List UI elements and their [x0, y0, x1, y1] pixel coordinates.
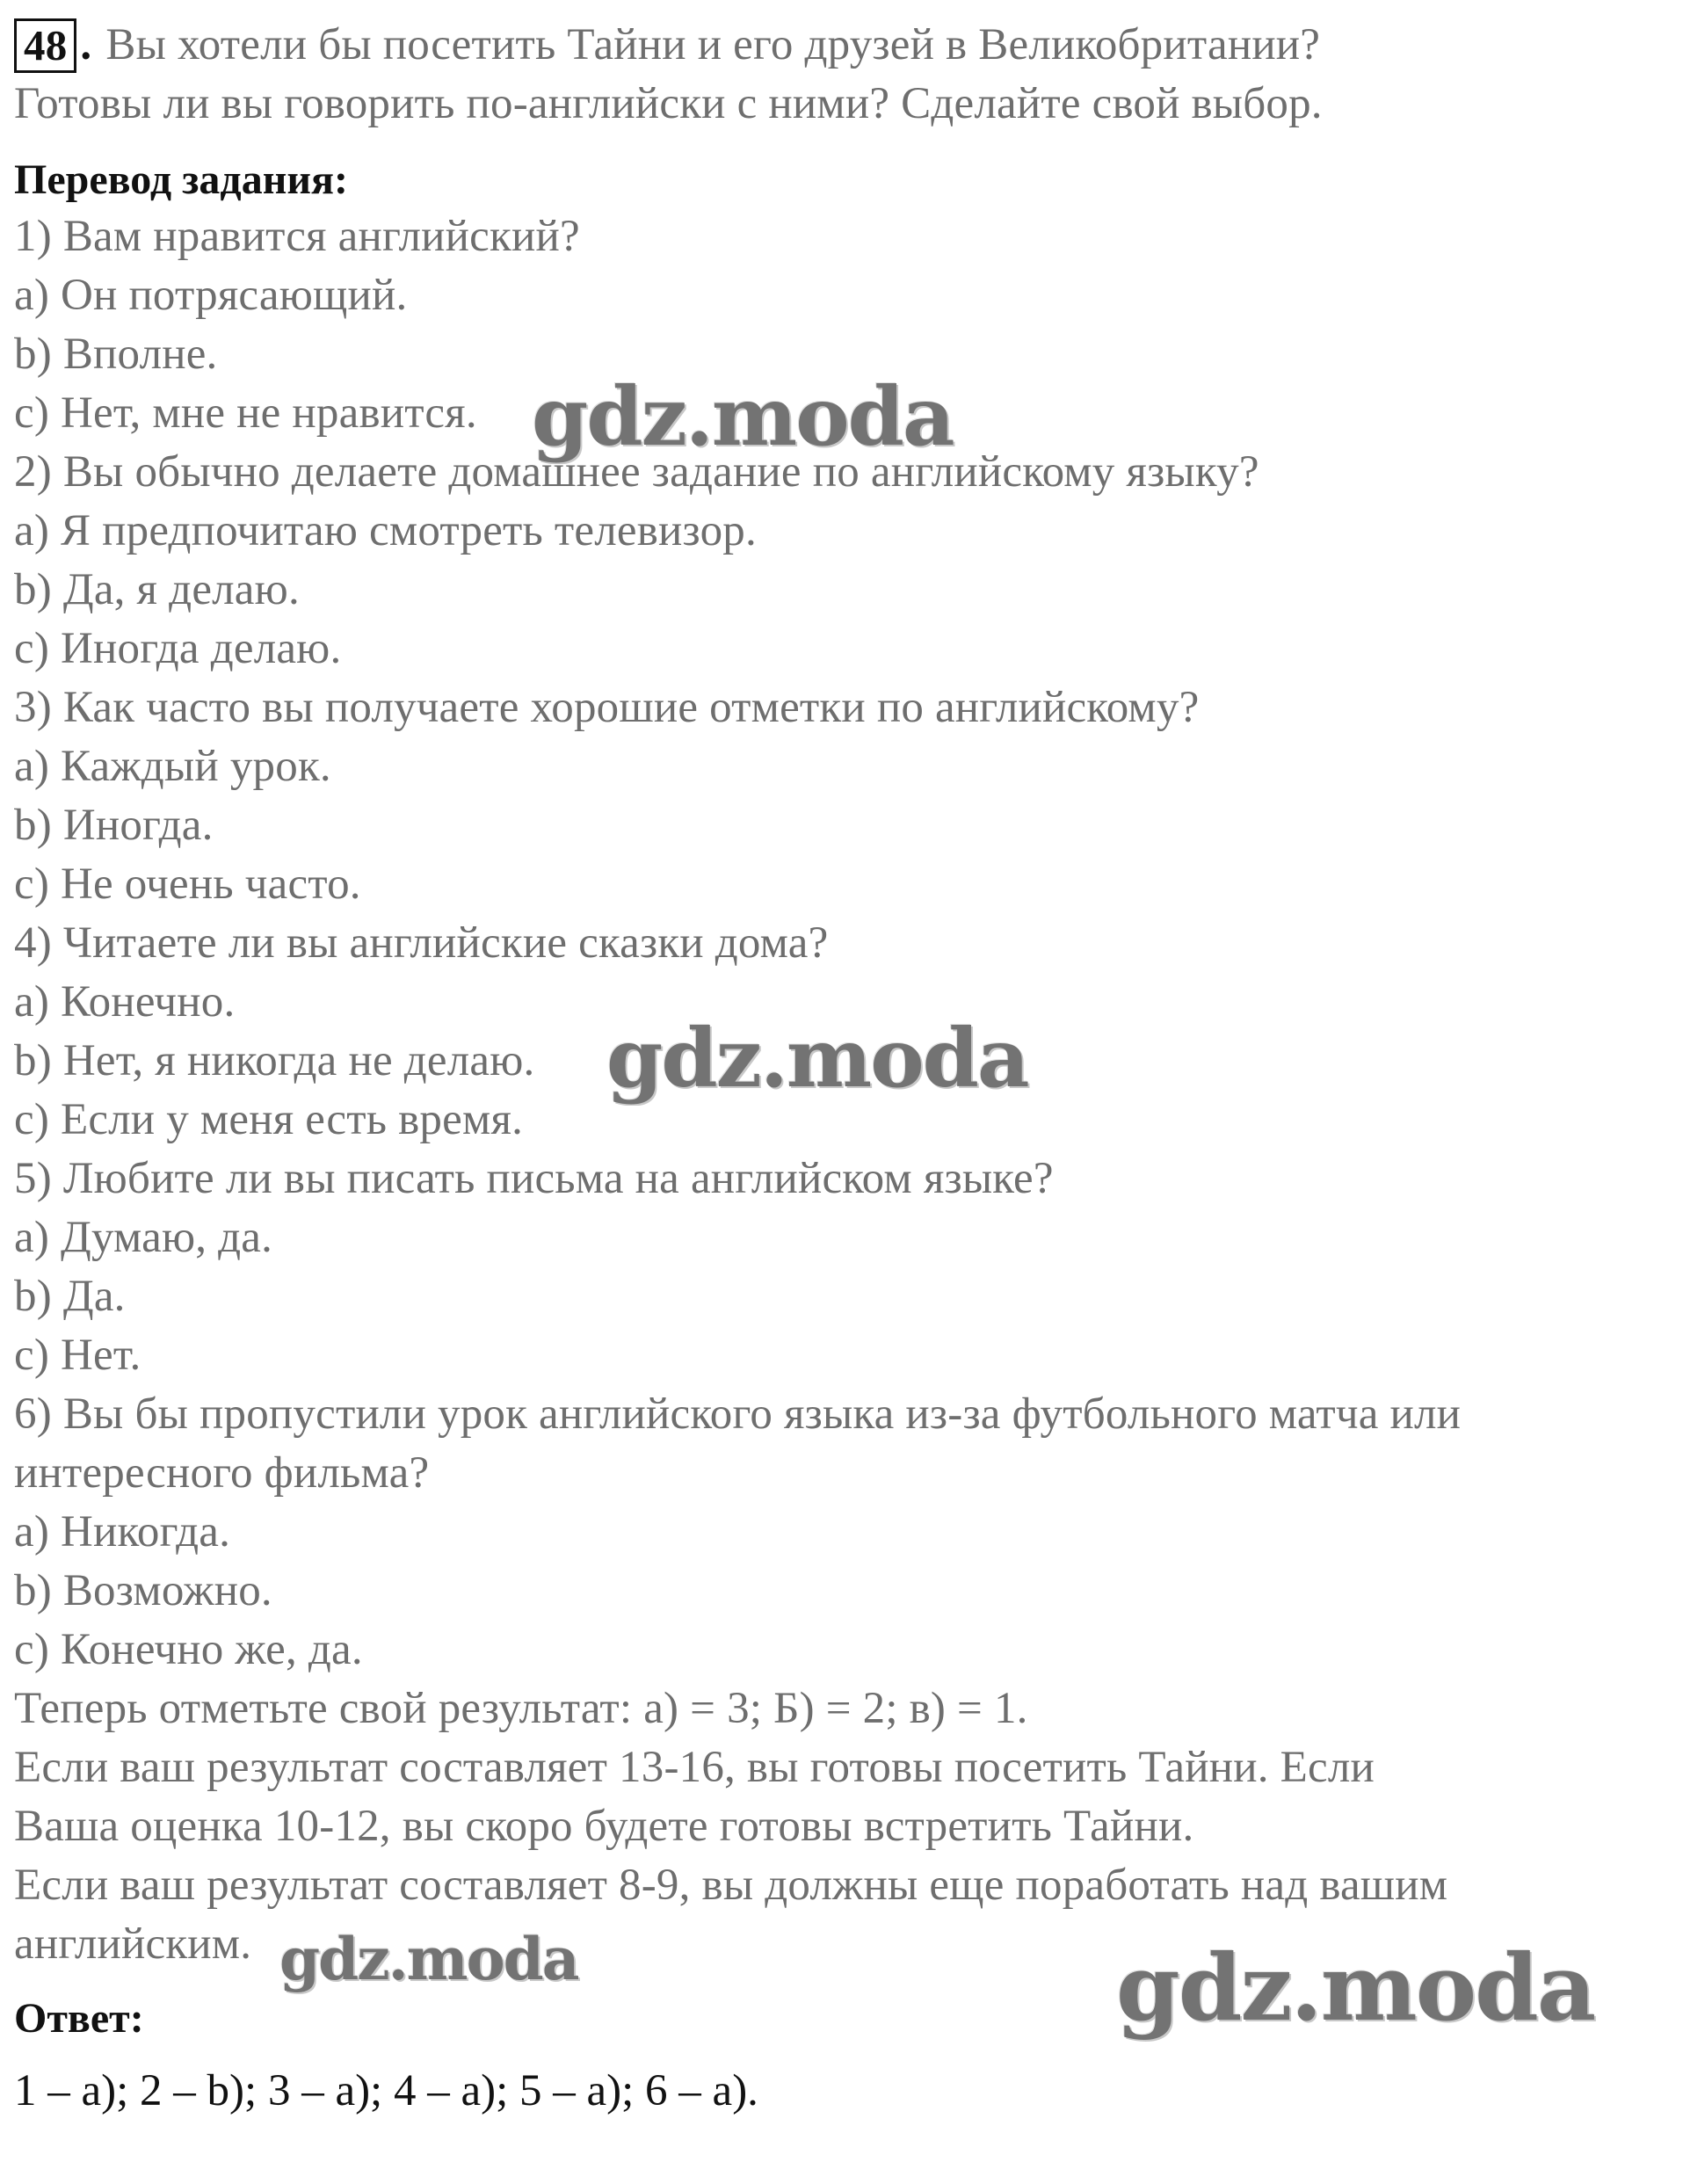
answer-heading: Ответ: [14, 1995, 144, 2042]
option-b: b) Да. [14, 1272, 126, 1321]
option-c: c) Не очень часто. [14, 860, 361, 909]
scoring-line: Если ваш результат составляет 8-9, вы должны еще поработать над вашим [14, 1861, 1448, 1910]
question-text: 5) Любите ли вы писать письма на английском языке? [14, 1154, 1054, 1203]
scoring-block [14, 1680, 1666, 1974]
option-b: b) Нет, я никогда не делаю. [14, 1036, 535, 1085]
option-b: b) Да, я делаю. [14, 565, 300, 614]
scoring-line: Ваша оценка 10-12, вы скоро будете готовы встретить Тайни. [14, 1802, 1194, 1851]
scoring-line: Теперь отметьте свой результат: а) = 3; Б) = 2; в) = 1. [14, 1684, 1028, 1733]
option-c: c) Конечно же, да. [14, 1625, 363, 1674]
option-a: a) Думаю, да. [14, 1213, 273, 1262]
question-text: 1) Вам нравится английский? [14, 212, 580, 261]
watermark-logo: gdz.moda [279, 1925, 578, 1993]
question-text-line-1: 6) Вы бы пропустили урок английского языка из-за футбольного матча или [14, 1389, 1462, 1439]
question-4 [14, 914, 1666, 1150]
question-text: 4) Читаете ли вы английские сказки дома? [14, 918, 829, 968]
question-text: 2) Вы обычно делаете домашнее задание по английскому языку? [14, 447, 1259, 497]
option-c: c) Иногда делаю. [14, 624, 342, 673]
watermark-logo: gdz.moda [606, 1011, 1028, 1106]
question-3 [14, 678, 1666, 914]
task-intro-line-2: Готовы ли вы говорить по-английски с ними? Сделайте свой выбор. [14, 79, 1323, 128]
option-a: a) Никогда. [14, 1507, 231, 1556]
option-a: a) Каждый урок. [14, 742, 331, 791]
option-b: b) Вполне. [14, 330, 218, 379]
question-2 [14, 443, 1666, 678]
question-1 [14, 207, 1666, 443]
task-intro-line-1: Вы хотели бы посетить Тайни и его друзей в Великобритании? [105, 20, 1321, 69]
question-text-line-2: интересного фильма? [14, 1448, 430, 1498]
task-number: 48 [14, 18, 76, 73]
document-page [14, 16, 1666, 2121]
option-c: c) Нет, мне не нравится. [14, 388, 477, 438]
option-c: c) Нет. [14, 1331, 141, 1380]
answer-text: 1 – a); 2 – b); 3 – a); 4 – a); 5 – a); 6 – a). [14, 2066, 758, 2115]
translation-heading: Перевод задания: [14, 156, 348, 203]
option-a: a) Конечно. [14, 977, 236, 1027]
option-b: b) Возможно. [14, 1566, 272, 1615]
question-6 [14, 1385, 1666, 1680]
task-number-dot: . [80, 20, 92, 69]
scoring-line: Если ваш результат составляет 13-16, вы готовы посетить Тайни. Если [14, 1743, 1375, 1792]
task-header [14, 16, 1666, 75]
option-b: b) Иногда. [14, 801, 214, 850]
watermark-logo: gdz.moda [532, 369, 954, 464]
question-text: 3) Как часто вы получаете хорошие отметки по английскому? [14, 683, 1200, 732]
watermark-logo: gdz.moda [1116, 1934, 1595, 2042]
option-a: a) Он потрясающий. [14, 271, 408, 320]
question-5 [14, 1150, 1666, 1385]
scoring-line: английским. [14, 1919, 252, 1969]
option-c: c) Если у меня есть время. [14, 1095, 524, 1144]
option-a: a) Я предпочитаю смотреть телевизор. [14, 506, 757, 555]
